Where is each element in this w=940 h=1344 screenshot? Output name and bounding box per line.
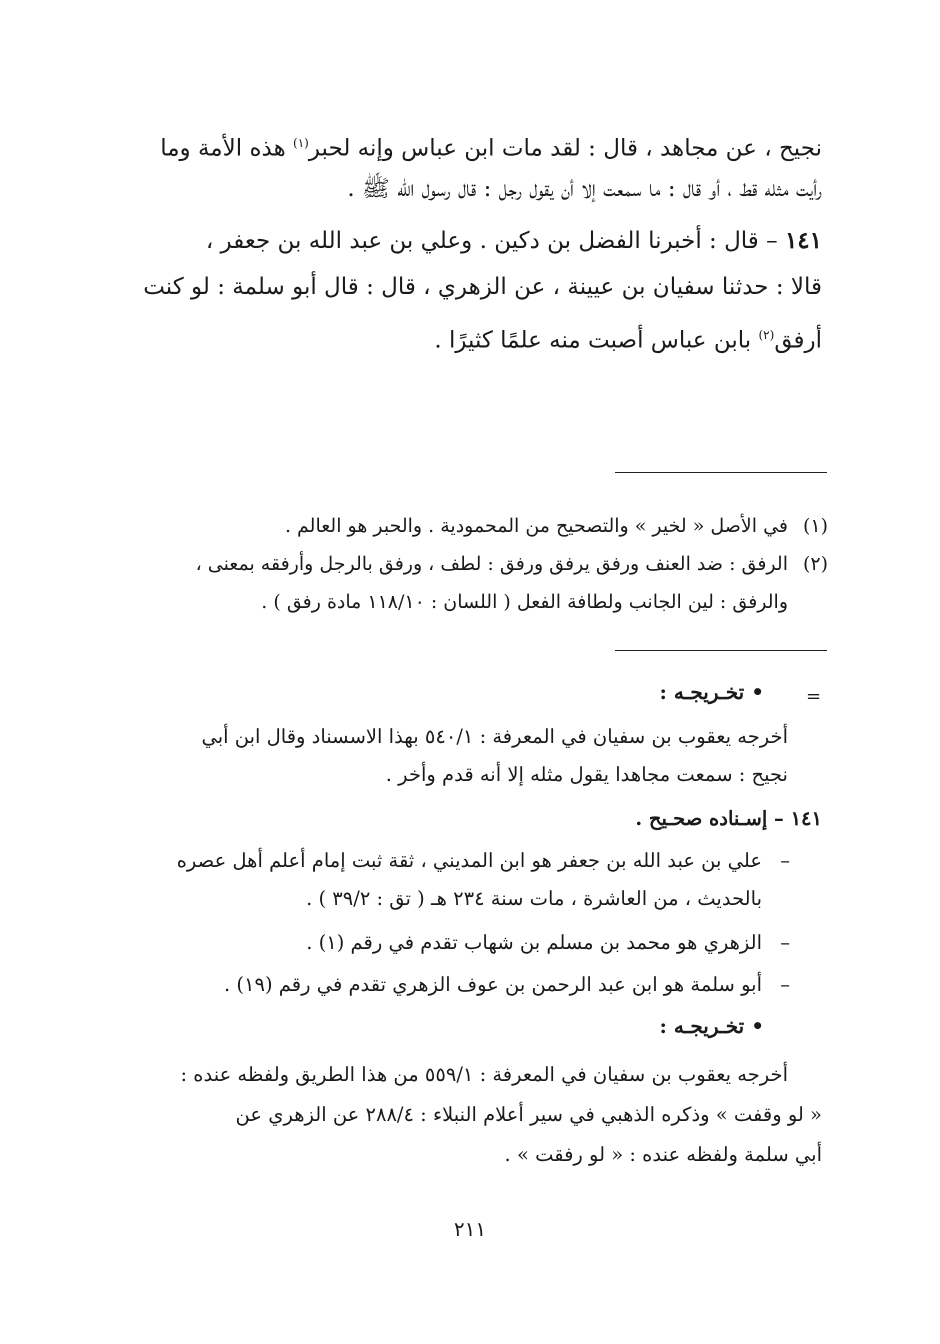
dash-1: –: [780, 849, 790, 872]
main-line-5-end: بابن عباس أصبت منه علمًا كثيرًا .: [434, 327, 759, 354]
footnote-2-text-line-1: الرفق : ضد العنف ورفق يرفق ورفق : لطف ، ورفق بالرجل وأرفقه بمعنى ،: [195, 553, 788, 575]
page-number: ٢١١: [453, 1217, 487, 1241]
bullet-1-text: علي بن عبد الله بن جعفر هو ابن المديني ، ثقة ثبت إمام أعلم أهل عصره: [176, 849, 762, 872]
takhrij-2-line-3: أبي سلمة ولفظه عنده : « لو رفقت » .: [504, 1143, 822, 1166]
main-line-5: [122, 312, 822, 365]
main-line-1: [122, 120, 822, 173]
footnote-separator: [615, 472, 827, 473]
commentary-separator: [615, 650, 827, 651]
main-line-2: رأيت مثله قط ، أو قال : ما سمعت إلا أن يقول رجل : قال رسول الله ﷺ .: [347, 176, 822, 202]
main-line-4: قالا : حدثنا سفيان بن عيينة ، عن الزهري ، قال : قال أبو سلمة : لو كنت: [143, 274, 822, 300]
dash-3: –: [780, 973, 790, 996]
footnote-1: [128, 508, 828, 544]
footnote-ref-2[interactable]: (٢): [758, 328, 775, 342]
footnote-2-cont: [128, 584, 788, 620]
main-line-1-text: نجيح ، عن مجاهد ، قال : لقد مات ابن عباس وإنه لحبر: [308, 135, 822, 162]
isnad-text: – إسـناده صحـيح .: [635, 807, 791, 830]
bullet-3: [110, 966, 790, 1003]
takhrij-1-line-2: نجيح : سمعت مجاهدا يقول مثله إلا أنه قدم وأخر .: [385, 763, 788, 786]
takhrij-2-line-1: أخرجه يعقوب بن سفيان في المعرفة : ٥٥٩/١ من هذا الطريق ولفظه عنده :: [180, 1063, 788, 1086]
takhrij-1-line-1: أخرجه يعقوب بن سفيان في المعرفة : ٥٤٠/١ بهذا الاسسناد وقال ابن أبي: [201, 725, 788, 748]
isnad-heading: [122, 800, 822, 837]
main-line-5-start: أرفق: [774, 327, 822, 354]
takhrij-heading-2: • تخـريجـه :: [659, 1014, 764, 1038]
continuation-mark: =: [806, 686, 822, 707]
main-line-3: [122, 217, 822, 265]
bullet-3-text: أبو سلمة هو ابن عبد الرحمن بن عوف الزهري تقدم في رقم (١٩) .: [224, 973, 762, 996]
footnote-2-mark: (٢): [802, 553, 828, 575]
takhrij-heading-1: • تخـريجـه :: [659, 680, 764, 704]
main-line-3-text: – قال : أخبرنا الفضل بن دكين . وعلي بن عبد الله بن جعفر ،: [205, 228, 785, 254]
footnote-1-mark: (١): [802, 515, 828, 537]
bullet-1-line-2: بالحديث ، من العاشرة ، مات سنة ٢٣٤ هـ ( تق : ٣٩/٢ ) .: [306, 887, 762, 910]
hadith-number: ١٤١: [784, 227, 822, 254]
bullet-2-text: الزهري هو محمد بن مسلم بن شهاب تقدم في رقم (١) .: [306, 931, 762, 954]
main-line-1-end: هذه الأمة وما: [160, 135, 294, 162]
footnote-1-text: في الأصل « لخير » والتصحيح من المحمودية . والحبر هو العالم .: [284, 515, 788, 537]
bullet-2: [110, 924, 790, 961]
isnad-number: ١٤١: [790, 807, 822, 830]
footnote-2: [128, 546, 828, 582]
dash-2: –: [780, 931, 790, 954]
footnote-2-text-line-2: والرفق : لين الجانب ولطافة الفعل ( اللسان : ١١٨/١٠ مادة رفق ) .: [261, 591, 788, 613]
footnote-ref-1[interactable]: (١): [293, 136, 309, 150]
takhrij-2-line-2: « لو وقفت » وذكره الذهبي في سير أعلام النبلاء : ٢٨٨/٤ عن الزهري عن: [235, 1103, 822, 1126]
bullet-1-line-1: [110, 842, 790, 879]
